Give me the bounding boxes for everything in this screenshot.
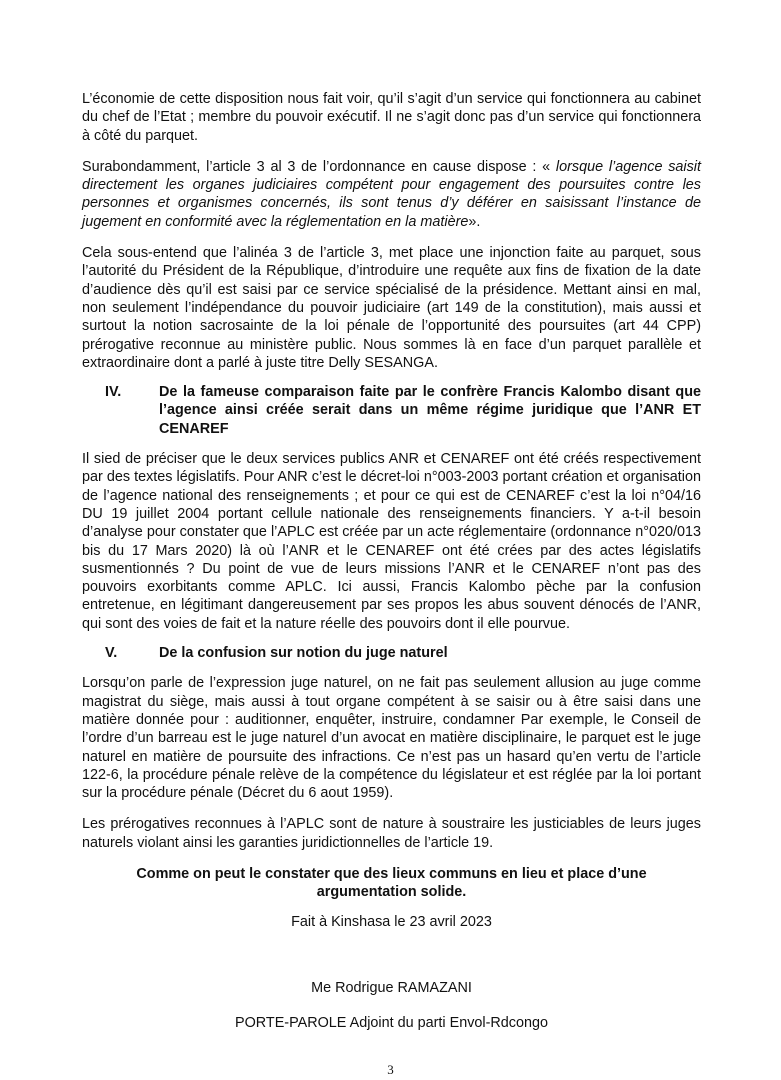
section-number-v: V.	[105, 645, 118, 662]
conclusion-line-2: argumentation solide.	[316, 884, 467, 901]
conclusion-statement	[82, 865, 701, 902]
signatory-name: Me Rodrigue RAMAZANI	[311, 979, 472, 996]
page-number: 3	[387, 1062, 394, 1077]
quote-end: ».	[468, 213, 481, 230]
quote-text: lorsque l’agence saisit directement les organes judiciaires compétent pour engagement des poursuites contre les personnes et organismes concernés, ils sont tenus d’y déférer en saisissant l’instance de jugement en conformité avec la réglementation en la matière	[82, 158, 701, 230]
section-title-iv: De la fameuse comparaison faite par le confrère Francis Kalombo disant que l’agence ainsi créée serait dans un même régime juridique que l’ANR ET CENAREF	[159, 384, 701, 437]
place-date: Fait à Kinshasa le 23 avril 2023	[291, 913, 492, 930]
section-title-v: De la confusion sur notion du juge naturel	[159, 645, 448, 662]
paragraph-prerogatives: Les prérogatives reconnues à l’APLC sont de nature à soustraire les justiciables de leurs juges naturels violant ainsi les garanties juridictionnelles de l’article 19.	[82, 816, 701, 851]
section-heading-iv	[82, 383, 701, 438]
section-heading-v	[82, 644, 701, 662]
paragraph-anr-cenaref: Il sied de préciser que le deux services publics ANR et CENAREF ont été créés respectivement par des textes législatifs. Pour ANR c’est le décret-loi n°003-2003 portant création et organisation de l’agence national des renseignements ; et pour ce qui est de CENAREF c’est la loi n°04/16 DU 19 juillet 2004 portant cellule nationale des renseignements financiers. Y a-t-il besoin d’analyse pour constater que l’APLC est créée par un acte réglementaire (ordonnance n°020/013 bis du 17 Mars 2020) là où l’ANR et le CENAREF ont été crées par des actes législatifs susmentionnés ? Du point de vue de leurs missions l’ANR et le CENAREF n’ont pas des pouvoirs exorbitants comme APLC. Ici aussi, Francis Kalombo pèche par la confusion entretenue, en légitimant dangereusement par ses propos les abus souvent dénocés de l’ANR, qui sont des voies de fait et la nature réelle des pouvoirs dont il elle pourvue.	[82, 451, 701, 632]
signatory-title: PORTE-PAROLE Adjoint du parti Envol-Rdcongo	[234, 1015, 549, 1032]
paragraph-cabinet-service: L’économie de cette disposition nous fait voir, qu’il s’agit d’un service qui fonctionnera au cabinet du chef de l’Etat ; membre du pouvoir exécutif. Il ne s’agit donc pas d’un service qui fonctionnera à côté du parquet.	[82, 91, 701, 144]
paragraph-injunction: Cela sous-entend que l’alinéa 3 de l’article 3, met place une injonction faite au parquet, sous l’autorité du Président de la République, d’introduire une requête aux fins de fixation de la date d’audience dès qu’il est saisi par ce service spécialisé de la présidence. Mettant ainsi en mal, non seulement l’indépendance du pouvoir judiciaire (art 149 de la constitution), mais aussi et surtout la notion sacrosainte de la loi pénale de l’opportunité des poursuites (art 44 CPP) prérogative reconnue au ministère public. Nous sommes là en face d’un parquet parallèle et extraordinaire dont a parlé à juste titre Delly SESANGA.	[82, 245, 701, 371]
quote-intro: Surabondamment, l’article 3 al 3 de l’ordonnance en cause dispose : «	[82, 158, 556, 175]
section-number-iv: IV.	[105, 384, 122, 401]
paragraph-article-3-quote	[82, 158, 701, 231]
paragraph-juge-naturel: Lorsqu’on parle de l’expression juge naturel, on ne fait pas seulement allusion au juge comme magistrat du siège, mais aussi à tout organe compétent à se saisir ou à être saisi dans une matière donnée pour : auditionner, enquêter, instruire, condamner Par exemple, le Conseil de l’ordre d’un barreau est le juge naturel d’un avocat en matière disciplinaire, le parquet est le juge naturel en matière de poursuite des infractions. Ce n’est pas un hasard qu’en vertu de l’article 122-6, la procédure pénale relève de la compétence du législateur et est réglée par la loi portant sur la procédure pénale (Décret du 6 aout 1959).	[82, 675, 701, 802]
conclusion-line-1: Comme on peut le constater que des lieux communs en lieu et place d’une	[136, 865, 647, 882]
